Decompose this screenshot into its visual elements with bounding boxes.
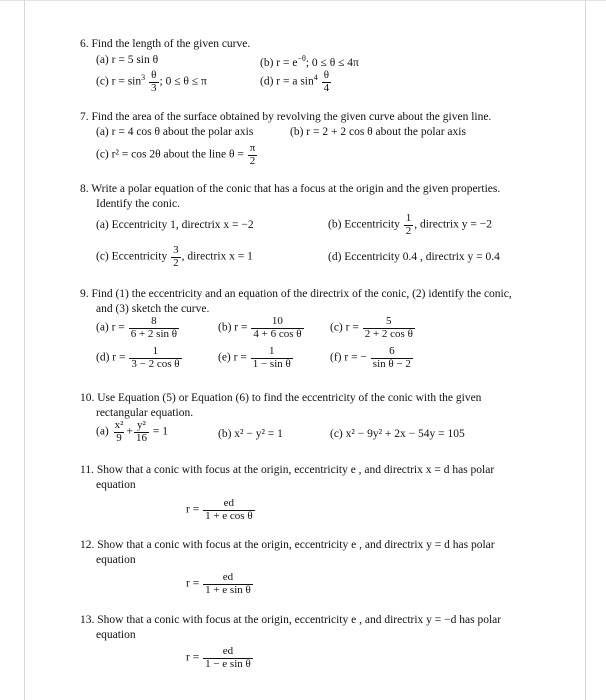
page-top-edge (0, 0, 606, 1)
p13-heading-line2: equation (96, 629, 136, 641)
p9-heading-line1: 9. Find (1) the eccentricity and an equation of the directrix of the conic, (2) identify the conic, (80, 288, 512, 300)
p8-part-d: (d) Eccentricity 0.4 , directrix y = 0.4 (328, 251, 500, 263)
p9-part-b: (b) r = $\frac{10}{\text{4 + 6 cos θ}}$ (218, 315, 302, 340)
p11-heading-line1: 11. Show that a conic with focus at the origin, eccentricity e , and directrix x = d has polar (80, 464, 495, 476)
p12-heading-line1: 12. Show that a conic with focus at the origin, eccentricity e , and directrix y = d has polar (80, 539, 495, 551)
p9-heading-line2: and (3) sketch the curve. (96, 303, 210, 315)
p7-part-a: (a) r = 4 cos θ about the polar axis (96, 126, 254, 138)
p6-part-c: (c) $r = \sin^3$ $\frac{\theta}{3}$ ; 0 ≤ θ ≤ π (96, 69, 207, 94)
p10-part-b: (b) x² − y² = 1 (218, 428, 283, 440)
p12-formula: r = $\frac{ed}{\text{1 + e sin θ}}$ (186, 571, 251, 596)
p7-part-b: (b) r = 2 + 2 cos θ about the polar axis (290, 126, 466, 138)
p8-part-a: (a) Eccentricity 1, directrix x = −2 (96, 219, 254, 231)
p10-heading-line2: rectangular equation. (96, 407, 194, 419)
p8-heading-line1: 8. Write a polar equation of the conic that has a focus at the origin and the given properties. (80, 183, 501, 195)
p9-part-c: (c) r = $\frac{5}{\text{2 + 2 cos θ}}$ (330, 315, 413, 340)
p8-part-c: (c) Eccentricity $\frac{3}{2}$ , directrix x = 1 (96, 244, 253, 269)
page-left-edge (24, 0, 25, 700)
p10-heading-line1: 10. Use Equation (5) or Equation (6) to find the eccentricity of the conic with the given (80, 392, 482, 404)
p8-heading-line2: Identify the conic. (96, 198, 180, 210)
p7-heading: 7. Find the area of the surface obtained by revolving the given curve about the given line. (80, 111, 492, 123)
p6-heading: 6. Find the length of the given curve. (80, 38, 251, 50)
p9-part-d: (d) r = $\frac{1}{\text{3 − 2 cos θ}}$ (96, 345, 180, 370)
p8-part-b: (b) Eccentricity $\frac{1}{2}$ , directrix y = −2 (328, 212, 493, 237)
p13-heading-line1: 13. Show that a conic with focus at the origin, eccentricity e , and directrix y = −d has polar (80, 614, 502, 626)
p10-part-c: (c) x² − 9y² + 2x − 54y = 105 (330, 428, 465, 440)
p6-part-d: (d) r = a $\sin^4$ $\frac{\theta}{4}$ (260, 69, 330, 94)
p7-part-c: (c) r² = cos 2θ about the line θ = $\frac{\pi}{2}$ (96, 142, 256, 167)
p9-part-a: (a) r = $\frac{8}{\text{6 + 2 sin θ}}$ (96, 315, 178, 340)
p10-part-a: (a) $\frac{\text{x²}}{9}$ + $\frac{\text{y²}}{16}$ = 1 (96, 419, 168, 444)
p6-part-a: (a) r = 5 sin θ (96, 54, 159, 66)
p11-formula: r = $\frac{ed}{\text{1 + e cos θ}}$ (186, 497, 253, 522)
p13-formula: r = $\frac{ed}{\text{1 − e sin θ}}$ (186, 645, 251, 670)
p9-part-f: (f) r = − $\frac{6}{\text{sin θ − 2}}$ (330, 345, 411, 370)
page-right-edge (585, 0, 586, 700)
p6-part-b: (b) $r = e^{-\theta}$; 0 ≤ θ ≤ 4π (260, 54, 359, 69)
p11-heading-line2: equation (96, 479, 136, 491)
p12-heading-line2: equation (96, 554, 136, 566)
p9-part-e: (e) r = $\frac{1}{\text{1 − sin θ}}$ (218, 345, 291, 370)
